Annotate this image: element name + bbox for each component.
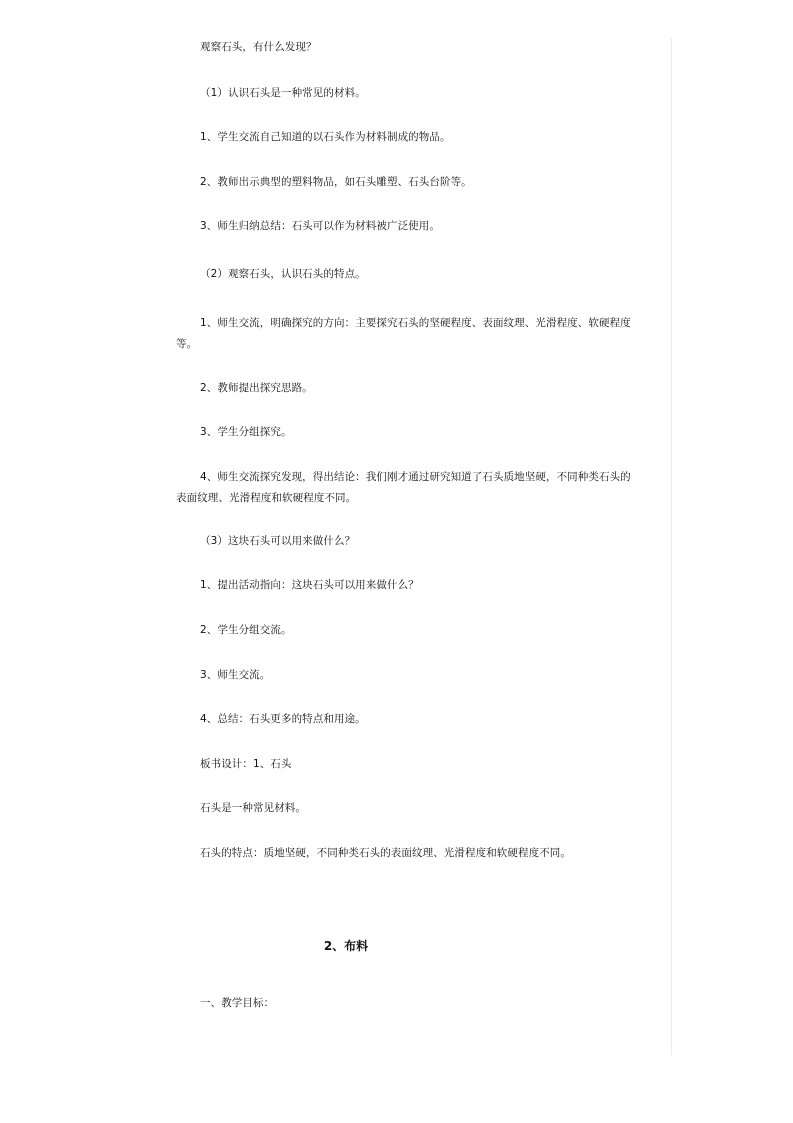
paragraph-stone-features: 石头的特点：质地坚硬，不同种类石头的表面纹理、光滑程度和软硬程度不同。	[200, 847, 571, 859]
paragraph-section-2-item-3: 3、学生分组探究。	[200, 426, 292, 438]
paragraph-item-3: 3、师生归纳总结：石头可以作为材料被广泛使用。	[200, 220, 440, 232]
paragraph-section-2-item-4: 4、师生交流探究发现，得出结论：我们刚才通过研究知道了石头质地坚硬，不同种类石头的表面纹理、光滑程度和软硬程度不同。	[176, 471, 631, 504]
paragraph-item-1: 1、学生交流自己知道的以石头作为材料制成的物品。	[200, 131, 451, 143]
paragraph-board-design: 板书设计：1、石头	[200, 758, 292, 770]
section-title: 2、布料	[323, 939, 369, 953]
paragraph-teaching-goals: 一、教学目标：	[200, 997, 275, 1009]
paragraph-section-3-item-3: 3、师生交流。	[200, 669, 271, 681]
paragraph-section-1: （1）认识石头是一种常见的材料。	[200, 87, 366, 99]
paragraph-section-2-item-2: 2、教师提出探究思路。	[200, 382, 313, 394]
paragraph-section-3: （3）这块石头可以用来做什么？	[200, 535, 356, 547]
paragraph-section-3-item-4: 4、总结：石头更多的特点和用途。	[200, 713, 366, 725]
paragraph-item-2: 2、教师出示典型的塑料物品，如石头雕塑、石头台阶等。	[200, 176, 472, 188]
paragraph-stone-material: 石头是一种常见材料。	[200, 802, 306, 814]
paragraph-section-3-item-1: 1、提出活动指向：这块石头可以用来做什么？	[200, 579, 419, 591]
paragraph-section-3-item-2: 2、学生分组交流。	[200, 624, 292, 636]
paragraph-section-2-item-1: 1、师生交流，明确探究的方向：主要探究石头的坚硬程度、表面纹理、光滑程度、软硬程度等。	[176, 317, 631, 350]
paragraph-section-2: （2）观察石头，认识石头的特点。	[200, 268, 366, 280]
paragraph-observe-stone: 观察石头，有什么发现？	[200, 41, 317, 53]
page-edge-rule	[671, 38, 672, 1055]
